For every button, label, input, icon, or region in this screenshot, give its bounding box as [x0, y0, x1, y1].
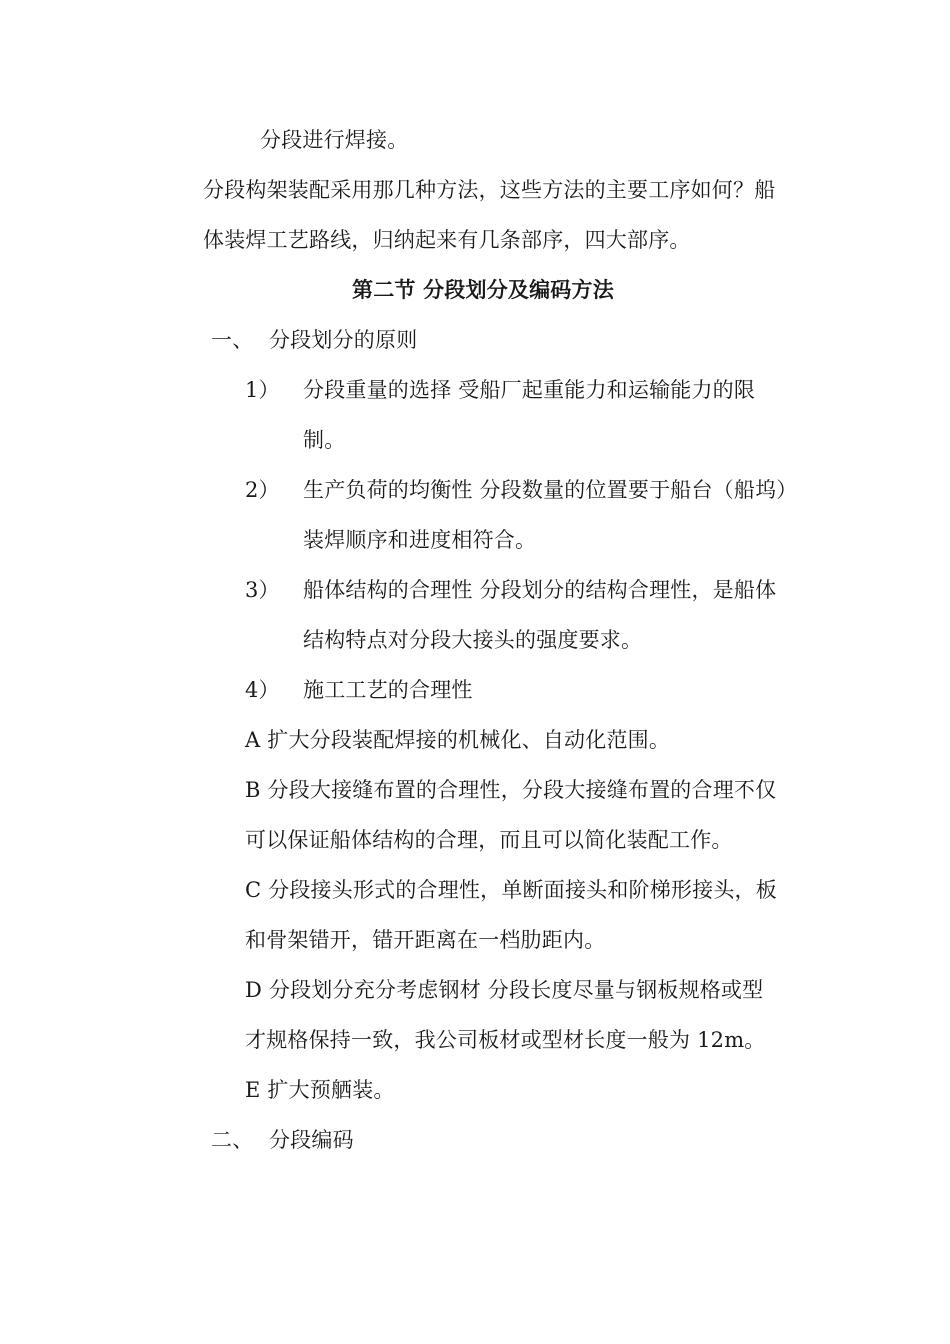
subitem-e: E 扩大预舾装。 [245, 1078, 395, 1102]
part-2-title: 分段编码 [269, 1128, 354, 1152]
list-item-2-text: 生产负荷的均衡性 分段数量的位置要于船台（船坞） [303, 478, 798, 502]
intro-line-2: 分段构架装配采用那几种方法，这些方法的主要工序如何？船 [203, 178, 776, 202]
subitem-c-line-1: C 分段接头形式的合理性，单断面接头和阶梯形接头，板 [245, 878, 777, 902]
intro-line-3: 体装焊工艺路线，归纳起来有几条部序，四大部序。 [203, 228, 691, 252]
list-item-2-number: 2） [245, 478, 280, 502]
list-item-1 [245, 375, 755, 405]
list-item-1-continuation: 制。 [303, 428, 346, 452]
list-item-2-continuation: 装焊顺序和进度相符合。 [303, 528, 537, 552]
list-item-3 [245, 575, 776, 605]
subitem-b-line-1: B 分段大接缝布置的合理性，分段大接缝布置的合理不仅 [245, 778, 777, 802]
list-item-3-text: 船体结构的合理性 分段划分的结构合理性，是船体 [303, 578, 777, 602]
section-title: 第二节 分段划分及编码方法 [352, 277, 614, 302]
part-2-heading [211, 1125, 354, 1155]
list-item-4 [245, 675, 473, 705]
intro-line-1: 分段进行焊接。 [260, 128, 409, 152]
list-item-3-number: 3） [245, 578, 280, 602]
subitem-a: A 扩大分段装配焊接的机械化、自动化范围。 [245, 728, 671, 752]
subitem-d-line-1: D 分段划分充分考虑钢材 分段长度尽量与钢板规格或型 [245, 978, 764, 1002]
subitem-d-line-2: 才规格保持一致，我公司板材或型材长度一般为 12m。 [245, 1028, 766, 1052]
list-item-2 [245, 475, 797, 505]
subitem-b-line-2: 可以保证船体结构的合理，而且可以简化装配工作。 [245, 828, 733, 852]
subitem-c-line-2: 和骨架错开，错开距离在一档肋距内。 [245, 928, 606, 952]
list-item-4-text: 施工工艺的合理性 [303, 678, 473, 702]
list-item-3-continuation: 结构特点对分段大接头的强度要求。 [303, 628, 643, 652]
list-item-4-number: 4） [245, 678, 280, 702]
part-2-number: 二、 [211, 1128, 254, 1152]
list-item-1-text: 分段重量的选择 受船厂起重能力和运输能力的限 [303, 378, 756, 402]
list-item-1-number: 1） [245, 378, 280, 402]
part-1-number: 一、 [211, 328, 254, 352]
part-1-title: 分段划分的原则 [269, 328, 418, 352]
part-1-heading [211, 325, 417, 355]
